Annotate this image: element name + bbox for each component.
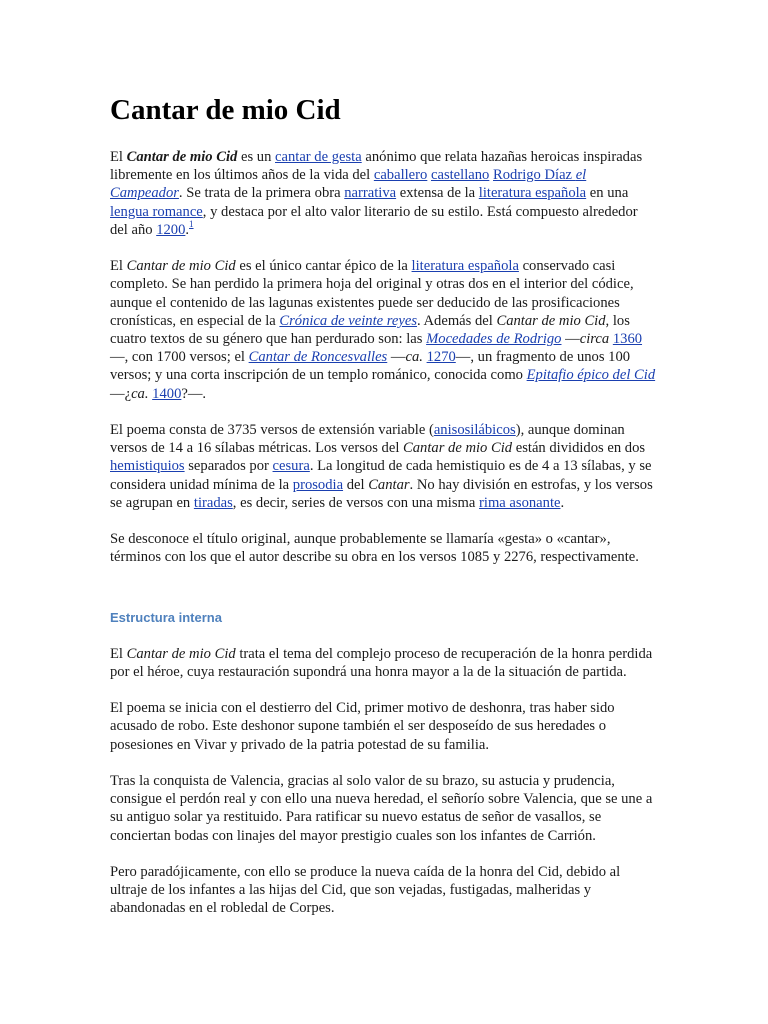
link-literatura-espanola[interactable]: literatura española xyxy=(478,185,587,202)
link-text-italic: Mocedades de Rodrigo xyxy=(426,331,562,348)
link-narrativa[interactable]: narrativa xyxy=(344,185,397,202)
text: . Además del xyxy=(417,312,497,329)
text: — xyxy=(561,331,580,348)
text: , los cuatro textos de su género que han perdurado son: las xyxy=(110,312,630,348)
text-italic: Cantar de mio Cid xyxy=(126,645,236,662)
section-heading: Estructura interna xyxy=(110,609,222,625)
text: . Se trata de la primera obra xyxy=(178,185,345,202)
link-lengua-romance[interactable]: lengua romance xyxy=(110,203,203,220)
text: conservado casi completo. Se han perdido la primera hoja del original y otras dos en el interior del códice, aunque el contenido de las lagunas existentes puede ser deducido de las prosificaciones cronísticas, en especial de la xyxy=(110,258,634,329)
page-title: Cantar de mio Cid xyxy=(110,94,341,126)
text: es un xyxy=(237,149,276,165)
paragraph-conservation xyxy=(110,257,658,403)
text: . No hay división en estrofas, y los versos se agrupan en xyxy=(110,476,653,511)
link-mocedades-de-rodrigo[interactable] xyxy=(426,331,561,347)
text: , es decir, series de versos con una misma xyxy=(232,494,480,511)
text: es el único cantar épico de la xyxy=(235,258,412,275)
text-italic: ca. xyxy=(131,385,149,402)
link-cantar-de-gesta[interactable]: cantar de gesta xyxy=(275,149,362,165)
text-italic: circa xyxy=(579,331,610,348)
link-anisosilabicos[interactable]: anisosilábicos xyxy=(433,422,516,439)
text: —, un fragmento de unos 100 versos; y una corta inscripción de un templo románico, conocida como xyxy=(110,349,631,384)
text: anónimo que relata hazañas heroicas inspiradas libremente en los últimos años de la vida del xyxy=(110,149,643,184)
text: están divididos en dos xyxy=(512,440,646,457)
text-emphasis: Cantar de mio Cid xyxy=(126,149,238,165)
text: extensa de la xyxy=(396,185,479,202)
text-italic: Cantar de mio Cid xyxy=(403,440,513,457)
paragraph-corpes: Pero paradójicamente, con ello se produce la nueva caída de la honra del Cid, debido al ultraje de los infantes a las hijas del Cid, que son vejadas, fustigadas, malheridas y abandonadas en el robledal de Corpes. xyxy=(110,864,621,917)
paragraph-theme xyxy=(110,645,658,681)
link-epitafio-epico-del-cid[interactable] xyxy=(527,367,656,383)
paragraph-valencia: Tras la conquista de Valencia, gracias al solo valor de su brazo, su astucia y prudencia, consigue el perdón real y con ello una nueva heredad, el señorío sobre Valencia, que se une a su antiguo solar ya restituido. Para ratificar su nuevo estatus de señor de vasallos, se conciertan bodas con linajes del mayor prestigio cuales son los infantes de Carrión. xyxy=(110,773,653,844)
link-1400[interactable]: 1400 xyxy=(152,385,182,402)
text: del xyxy=(343,476,369,493)
link-1270[interactable]: 1270 xyxy=(426,349,456,366)
text: ?—. xyxy=(181,385,207,402)
link-1360[interactable]: 1360 xyxy=(612,331,643,348)
link-literatura-espanola-2[interactable]: literatura española xyxy=(411,258,519,275)
link-text-italic: Crónica de veinte reyes xyxy=(279,312,418,329)
link-castellano[interactable]: castellano xyxy=(430,167,490,184)
text: El xyxy=(110,645,127,662)
link-cesura[interactable]: cesura xyxy=(272,458,310,475)
text: , y destaca por el alto valor literario de su estilo. Está compuesto alrededor del año xyxy=(110,203,638,238)
paragraph-exile: El poema se inicia con el destierro del Cid, primer motivo de deshonra, tras haber sido acusado de robo. Este deshonor supone también el ser desposeído de sus heredades o posesiones en Vivar y privado de la patria potestad de su familia. xyxy=(110,700,615,753)
text-italic: ca. xyxy=(405,349,423,366)
link-text-italic: Cantar de Roncesvalles xyxy=(248,349,388,366)
link-caballero[interactable]: caballero xyxy=(373,167,428,184)
text: El xyxy=(110,149,127,165)
text: ), aunque dominan versos de 14 a 16 sílabas métricas. Los versos del xyxy=(110,422,625,457)
text: —¿ xyxy=(110,385,132,402)
text: . xyxy=(185,221,190,238)
link-hemistiquios[interactable]: hemistiquios xyxy=(110,458,185,475)
link-cantar-de-roncesvalles[interactable] xyxy=(249,349,388,365)
text: separados por xyxy=(184,458,273,475)
paragraph-metrics xyxy=(110,421,658,512)
link-1200[interactable]: 1200 xyxy=(156,221,186,238)
paragraph-title-origin: Se desconoce el título original, aunque probablemente se llamaría «gesta» o «cantar», términos con los que el autor describe su obra en los versos 1085 y 2276, respectivamente. xyxy=(110,531,639,566)
text: en una xyxy=(586,185,629,202)
text: . La longitud de cada hemistiquio es de 4 a 13 sílabas, y se considera unidad mínima de la xyxy=(110,458,652,493)
link-tiradas[interactable]: tiradas xyxy=(193,494,233,511)
text: trata el tema del complejo proceso de recuperación de la honra perdida por el héroe, cuya restauración supondrá una honra mayor a la de la situación de partida. xyxy=(110,645,653,680)
text: El poema consta de 3735 versos de extensión variable ( xyxy=(110,422,434,439)
text: . xyxy=(560,494,565,511)
link-text: Rodrigo Díaz xyxy=(493,167,576,184)
link-cronica-veinte-reyes[interactable] xyxy=(279,313,417,329)
footnote-link-1[interactable]: 1 xyxy=(189,218,194,229)
text-italic: Cantar de mio Cid xyxy=(126,258,236,275)
text: El xyxy=(110,258,127,275)
link-text-italic: el Campeador xyxy=(110,167,587,202)
link-rima-asonante[interactable]: rima asonante xyxy=(479,494,561,511)
text-italic: Cantar xyxy=(368,476,410,493)
text-italic: Cantar de mio Cid xyxy=(496,312,606,329)
text: — xyxy=(387,349,406,366)
paragraph-intro xyxy=(110,148,658,239)
text: —, con 1700 versos; el xyxy=(110,349,249,366)
link-text-italic: Epitafio épico del Cid xyxy=(526,367,656,384)
link-prosodia[interactable]: prosodia xyxy=(292,476,344,493)
